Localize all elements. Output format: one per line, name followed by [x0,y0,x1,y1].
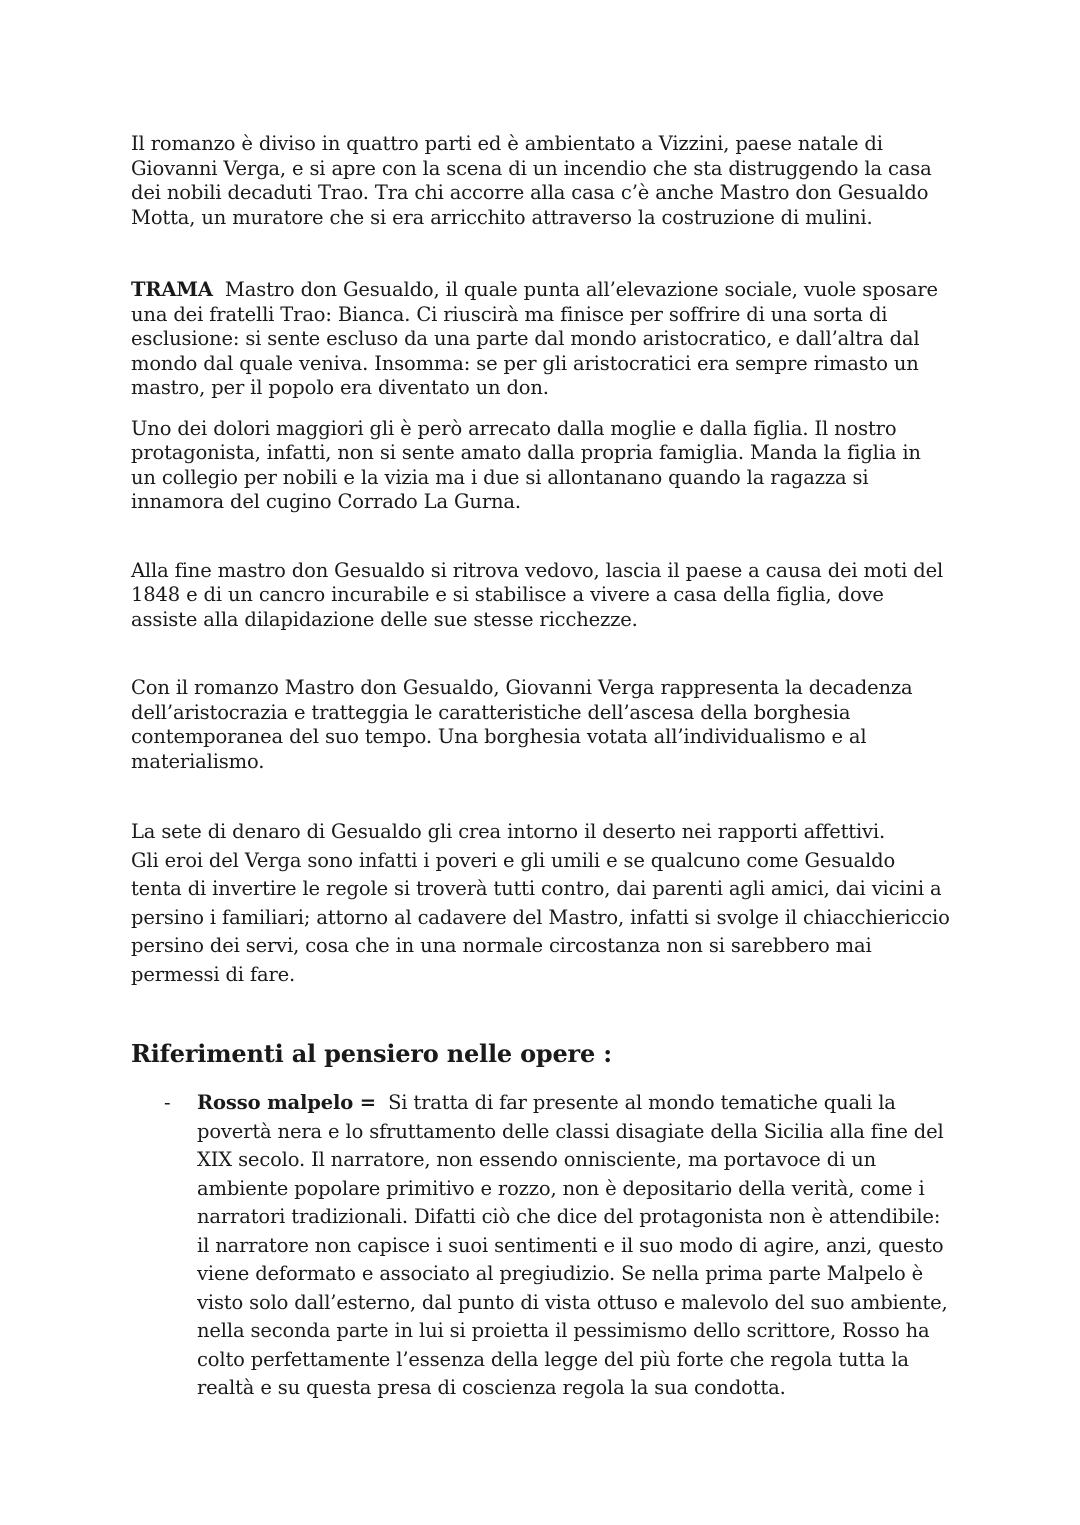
list-bullet: - [164,1091,171,1114]
works-list [131,1089,951,1403]
paragraph-trama [131,278,951,401]
list-item-text: Si tratta di far presente al mondo tematiche quali la povertà nera e lo sfruttamento delle classi disagiate della Sicilia alla fine del XIX secolo. Il narratore, non essendo onnisciente, ma portavoce di un ambiente popolare primitivo e rozzo, non è depositario della verità, come i narratori tradizionali. Difatti ciò che dice del protagonista non è attendibile: il narratore non capisce i suoi sentimenti e il suo modo di agire, anzi, questo viene deformato e associato al pregiudizio. Se nella prima parte Malpelo è visto solo dall’esterno, dal punto di vista ottuso e malevolo del suo ambiente, nella seconda parte in lui si proietta il pessimismo dello scrittore, Rosso ha colto perfettamente l’essenza della legge del più forte che regola tutta la realtà e su questa presa di coscienza regola la sua condotta. [197,1091,948,1399]
trama-label: TRAMA [131,278,213,301]
paragraph-sete [131,818,951,989]
paragraph-fine: Alla fine mastro don Gesualdo si ritrova vedovo, lascia il paese a causa dei moti del 1848 e di un cancro incurabile e si stabilisce a vivere a casa della figlia, dove assiste alla dilapidazione delle sue stesse ricchezze. [131,558,944,631]
sete-line-2: Gli eroi del Verga sono infatti i poveri e gli umili e se qualcuno come Gesualdo tenta di invertire le regole si troverà tutti contro, dai parenti agli amici, dai vicini a persino i familiari; attorno al cadavere del Mastro, infatti si svolge il chiacchiericcio persino dei servi, cosa che in una normale circostanza non si sarebbero mai permessi di fare. [131,848,950,986]
sete-line-1: La sete di denaro di Gesualdo gli crea intorno il deserto nei rapporti affettivi. [131,820,886,843]
trama-text: Mastro don Gesualdo, il quale punta all’elevazione sociale, vuole sposare una dei fratelli Trao: Bianca. Ci riuscirà ma finisce per soffrire di una sorta di esclusione: si sente escluso da una parte dal mondo aristocratico, e dall’altra dal mondo dal quale veniva. Insomma: se per gli aristocratici era sempre rimasto un mastro, per il popolo era diventato un don. [131,278,938,399]
section-heading: Riferimenti al pensiero nelle opere : [131,1039,612,1068]
list-item [131,1089,957,1403]
paragraph-romanzo: Con il romanzo Mastro don Gesualdo, Giovanni Verga rappresenta la decadenza dell’aristocrazia e tratteggia le caratteristiche dell’ascesa della borghesia contemporanea del suo tempo. Una borghesia votata all’individualismo e al materialismo. [131,676,913,773]
paragraph-intro: Il romanzo è diviso in quattro parti ed è ambientato a Vizzini, paese natale di Giovanni Verga, e si apre con la scena di un incendio che sta distruggendo la casa dei nobili decaduti Trao. Tra chi accorre alla casa c’è anche Mastro don Gesualdo Motta, un muratore che si era arricchito attraverso la costruzione di mulini. [131,132,932,229]
document-page [131,132,951,1403]
paragraph-dolori: Uno dei dolori maggiori gli è però arrecato dalla moglie e dalla figlia. Il nostro protagonista, infatti, non si sente amato dalla propria famiglia. Manda la figlia in un collegio per nobili e la vizia ma i due si allontanano quando la ragazza si innamora del cugino Corrado La Gurna. [131,416,921,513]
list-item-title: Rosso malpelo = [197,1091,376,1114]
